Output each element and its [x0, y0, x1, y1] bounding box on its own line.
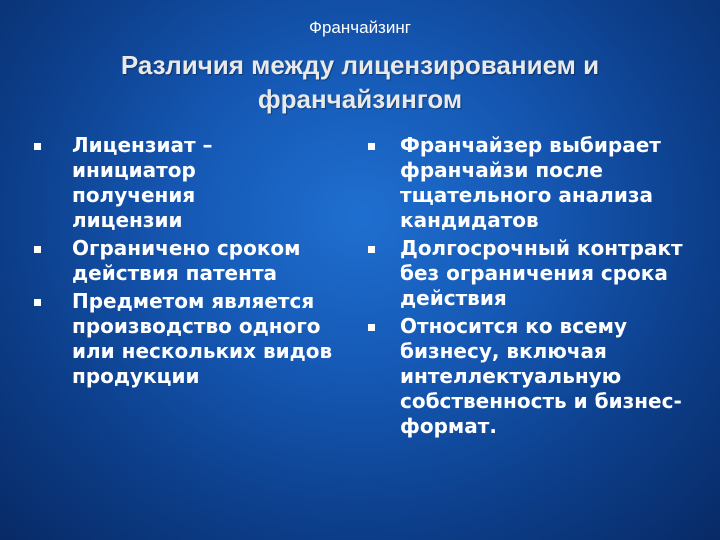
slide-title: Различия между лицензированием и франчайзингом — [120, 50, 600, 114]
list-item-text: Долгосрочный контракт без ограничения срока действия — [400, 236, 683, 310]
list-item — [30, 133, 302, 233]
right-bullet-list — [362, 133, 702, 439]
list-item — [362, 236, 700, 311]
list-item — [362, 133, 700, 233]
list-item — [362, 314, 705, 439]
left-bullet-list — [30, 133, 360, 389]
square-bullet-icon — [368, 324, 375, 331]
square-bullet-icon — [34, 143, 41, 150]
square-bullet-icon — [34, 246, 41, 253]
square-bullet-icon — [368, 143, 375, 150]
left-column — [30, 133, 360, 389]
list-item — [30, 289, 362, 389]
square-bullet-icon — [34, 299, 41, 306]
list-item-text: Франчайзер выбирает франчайзи после тщательного анализа кандидатов — [400, 133, 661, 232]
list-item-text: Относится ко всему бизнесу, включая интеллектуальную собственность и бизнес-формат. — [400, 314, 682, 438]
slide-subtitle: Франчайзинг — [309, 18, 411, 37]
list-item-text: Предметом является производство одного или нескольких видов продукции — [72, 289, 333, 388]
right-column — [362, 133, 702, 439]
square-bullet-icon — [368, 246, 375, 253]
list-item-text: Лицензиат – инициатор получения лицензии — [72, 133, 213, 232]
list-item-text: Ограничено сроком действия патента — [72, 236, 301, 285]
list-item — [30, 236, 360, 286]
